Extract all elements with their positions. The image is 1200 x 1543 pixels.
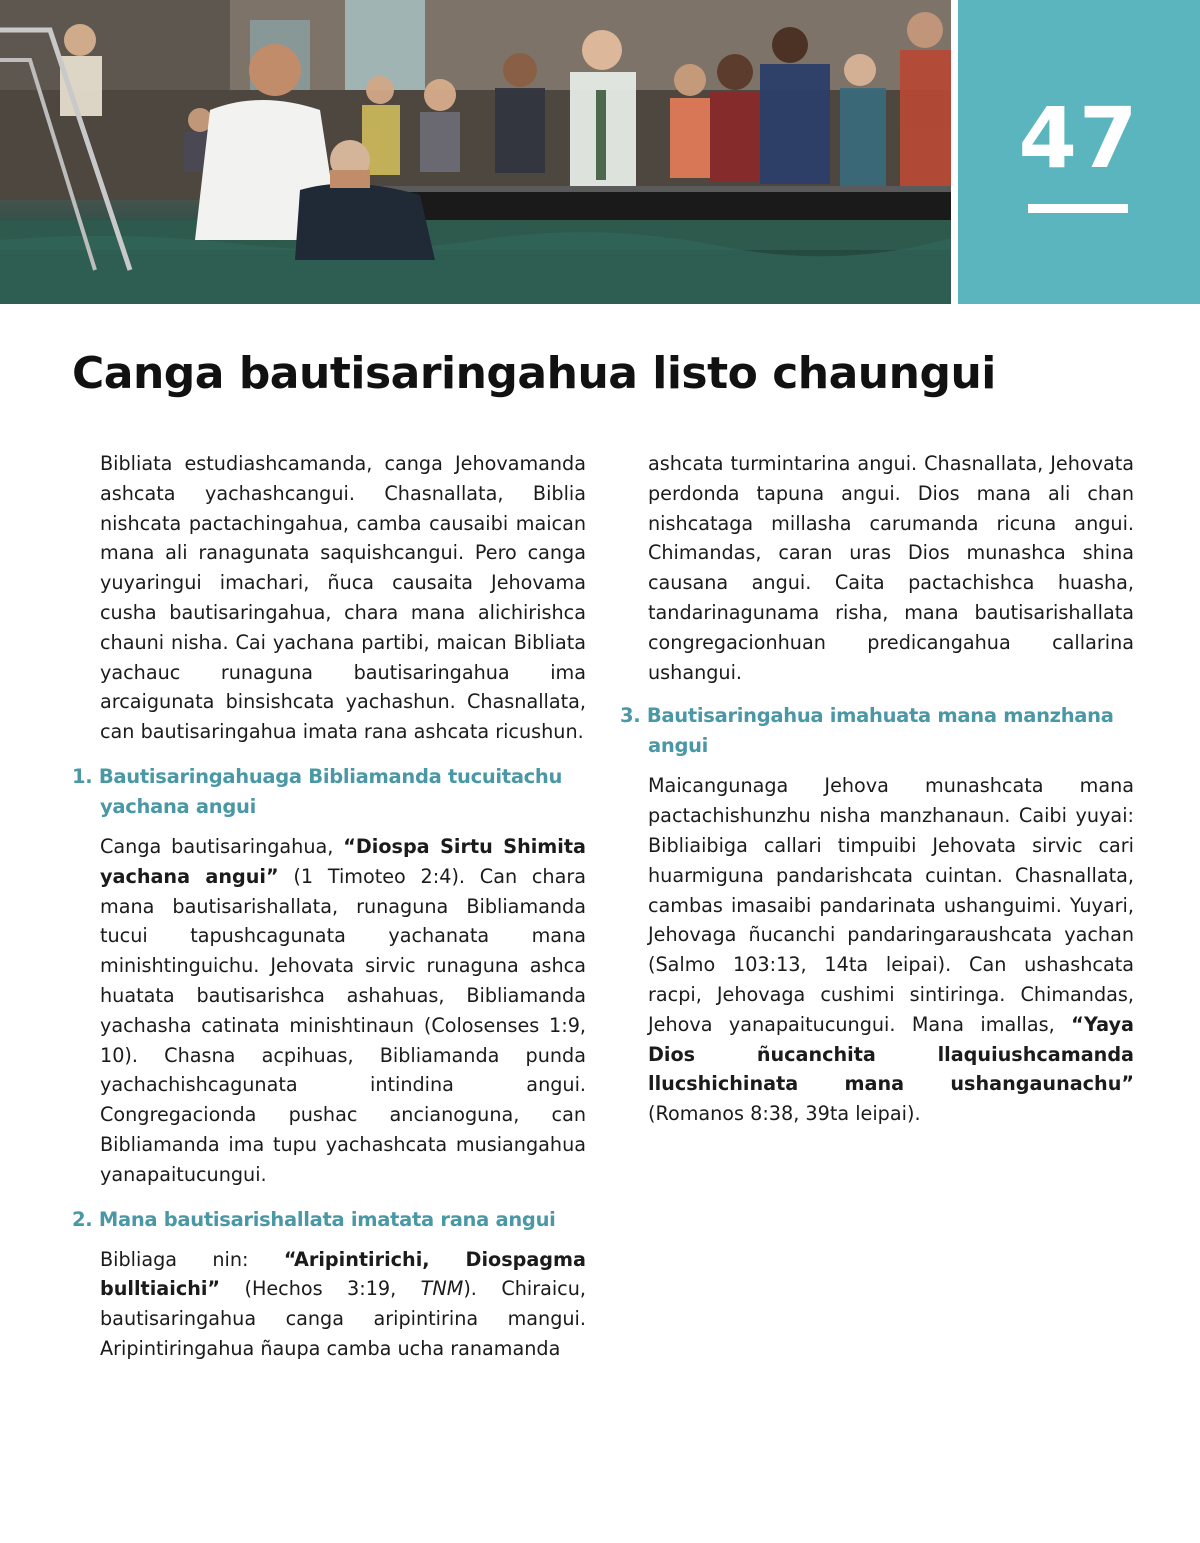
section-2-quote: “Aripintirichi, Diospagma bulltiaichi” <box>100 1247 586 1301</box>
section-2-paragraph <box>100 1245 586 1364</box>
section-3-text-a: Maicangunaga Jehova munashcata mana pactachishunzhu nisha manzhanaun. Caibi yuyai: Bibliaibiga callari timpuibi Jehovata sirvic cari huarmiguna pandarishcata cuintan. Chasnallata, cambas imasaibi pandarinata ushanguimi. Yuyari, Jehovaga ñucanchi pandaringaraushcata yachan (Salmo 103:13, 14ta leipai). Can ushashcata racpi, Jehovaga cushimi sintiringa. Chimandas, Jehova yanapaitucungui. Mana imallas, <box>648 774 1134 1036</box>
intro-paragraph: Bibliata estudiashcamanda, canga Jehovamanda ashcata yachashcangui. Chasnallata, Biblia nishcata pactachingahua, camba causaibi maican mana ali ranagunata saquishcangui. Pero canga yuyaringui imachari, ñuca causaita Jehovama cusha bautisaringahua, chara mana alichirishca chauni nisha. Cai yachana partibi, maican Bibliata yachauc runaguna bautisaringahua ima arcaigunata binsishcata yachashun. Chasnallata, can bautisaringahua imata rana ashcata ricushun. <box>100 452 586 744</box>
section-2-text-c: ). Chiraicu, bautisaringahua canga aripintirina mangui. Aripintiringahua ñaupa camba ucha ranamanda <box>100 1277 586 1360</box>
section-2-abbrev: TNM <box>420 1277 464 1301</box>
section-1-paragraph <box>100 832 586 1190</box>
lesson-number: 47 <box>1018 89 1140 187</box>
section-3-quote: “Yaya Dios ñucanchita llaquiushcamanda llucshichinata mana ushangaunachu” <box>648 1012 1134 1096</box>
left-column <box>72 449 586 1364</box>
right-column <box>620 449 1134 1129</box>
section-1-text-b: (1 Timoteo 2:4). Can chara mana bautisarishallata, runaguna Bibliamanda tucui tapushcagunata yachanata mana minishtinguichu. Jehovata sirvic runaguna ashca huatata bautisarishca ashahuas, Bibliamanda yachasha catinata minishtinaun (Colosenses 1:9, 10). Chasna acpihuas, Bibliamanda punda yachachishcagunata intindina angui. Congregacionda pushac ancianoguna, can Bibliamanda ima tupu yachashcata musiangahua yanapaitucungui. <box>100 864 586 1186</box>
section-1-text-a: Canga bautisaringahua, <box>100 834 344 858</box>
section-2-text-b: (Hechos 3:19, <box>220 1277 421 1301</box>
section-1-quote: “Diospa Sirtu Shimita yachana angui” <box>100 834 587 888</box>
baptism-photo <box>0 0 951 304</box>
section-3-paragraph <box>648 771 1134 1129</box>
baptism-photo-illustration <box>0 0 951 304</box>
section-3-heading: 3. Bautisaringahua imahuata mana manzhana angui <box>620 704 1114 758</box>
badge-underline <box>1028 204 1128 213</box>
section-1-heading: 1. Bautisaringahuaga Bibliamanda tucuitachu yachana angui <box>72 764 563 818</box>
section-2-text-a: Bibliaga nin: <box>100 1247 284 1271</box>
page-title: Canga bautisaringahua listo chaungui <box>72 348 996 399</box>
section-3-text-b: (Romanos 8:38, 39ta leipai). <box>648 1102 921 1126</box>
section-2-heading: 2. Mana bautisarishallata imatata rana angui <box>72 1207 556 1231</box>
lesson-number-badge <box>958 0 1200 304</box>
section-2-continued: ashcata turmintarina angui. Chasnallata, Jehovata perdonda tapuna angui. Dios mana ali chan nishcataga millasha carumanda ricuna angui. Chimandas, caran uras Dios munashca shina causana angui. Caita pactachishca huasha, tandarinagunama risha, mana bautisarishallata congregacionhuan predicangahua callarina ushangui. <box>648 452 1134 684</box>
